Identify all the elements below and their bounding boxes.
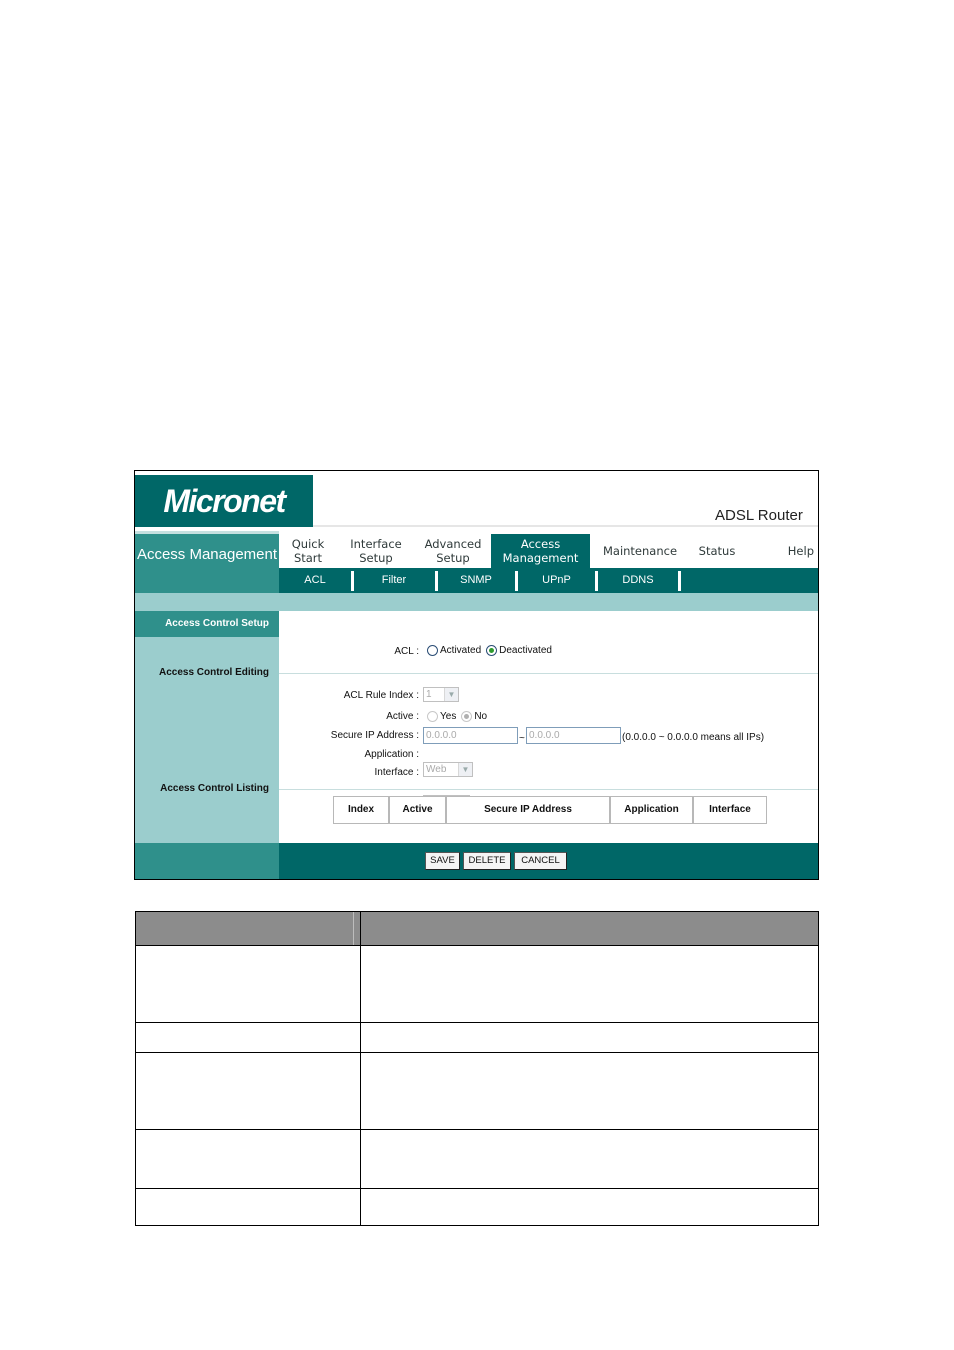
- table-row: [136, 1023, 819, 1053]
- nav-label: Access Management: [502, 537, 579, 565]
- description-table-header: [136, 912, 819, 946]
- main-nav: [279, 534, 819, 568]
- chevron-down-icon: ▼: [444, 688, 458, 701]
- left-column: [135, 611, 279, 843]
- rule-index-value: 1: [426, 689, 432, 700]
- access-control-setup-heading: Access Control Setup: [135, 611, 279, 637]
- table-cell: [361, 946, 819, 1023]
- nav-maintenance[interactable]: [590, 534, 690, 568]
- table-cell: [136, 1053, 361, 1130]
- active-yes-radio[interactable]: [427, 711, 438, 722]
- acl-label: ACL :: [394, 646, 419, 657]
- active-yes-label: Yes: [440, 711, 457, 722]
- description-table: [135, 911, 819, 1226]
- micronet-logo: Micronet: [135, 475, 313, 527]
- table-cell: [136, 946, 361, 1023]
- application-select[interactable]: [423, 762, 473, 777]
- table-row: [136, 1189, 819, 1226]
- subnav-acl[interactable]: ACL: [304, 574, 326, 586]
- subnav-separator: [678, 571, 681, 591]
- section-title: [135, 531, 279, 593]
- nav-quick-start[interactable]: [279, 534, 337, 568]
- table-row: [136, 1053, 819, 1130]
- acl-deactivated-radio[interactable]: [486, 645, 497, 656]
- rule-index-select[interactable]: [423, 687, 459, 702]
- nav-label: Interface Setup: [350, 537, 402, 565]
- nav-label: Status: [698, 544, 736, 558]
- spacer-strip: [135, 593, 819, 611]
- table-row: [136, 946, 819, 1023]
- nav-help[interactable]: [744, 534, 819, 568]
- delete-button[interactable]: DELETE: [463, 852, 511, 870]
- sub-nav: [279, 568, 819, 593]
- interface-label: Interface :: [374, 767, 419, 778]
- nav-label: Quick Start: [291, 537, 325, 565]
- nav-label: Advanced Setup: [424, 537, 482, 565]
- cancel-button[interactable]: CANCEL: [514, 852, 567, 870]
- acl-radio-group: [427, 645, 552, 656]
- active-label: Active :: [386, 711, 419, 722]
- table-row: [136, 1130, 819, 1189]
- acl-activated-label: Activated: [440, 645, 482, 656]
- active-no-label: No: [474, 711, 488, 722]
- application-label: Application :: [364, 749, 419, 760]
- nav-advanced-setup[interactable]: [415, 534, 491, 568]
- access-control-editing-label: Access Control Editing: [158, 667, 269, 678]
- listing-header-secure-ip: Secure IP Address: [446, 796, 610, 824]
- secure-ip-end-input[interactable]: 0.0.0.0: [526, 727, 621, 744]
- table-cell: [361, 1130, 819, 1189]
- header-divider: [313, 525, 819, 527]
- table-cell: [361, 1189, 819, 1226]
- table-cell: [136, 1023, 361, 1053]
- header-cell-1: [136, 912, 361, 946]
- nav-interface-setup[interactable]: [337, 534, 415, 568]
- secure-ip-start-input[interactable]: 0.0.0.0: [423, 727, 518, 744]
- listing-header-index: Index: [333, 796, 389, 824]
- acl-activated-radio[interactable]: [427, 645, 438, 656]
- nav-access-management[interactable]: [491, 534, 590, 568]
- ip-range-note: (0.0.0.0 ~ 0.0.0.0 means all IPs): [622, 732, 765, 743]
- table-cell: [361, 1053, 819, 1130]
- subnav-ddns[interactable]: DDNS: [622, 574, 654, 586]
- header-cell-2: [361, 912, 819, 946]
- subnav-snmp[interactable]: SNMP: [460, 574, 492, 586]
- table-cell: [361, 1023, 819, 1053]
- chevron-down-icon: ▼: [458, 763, 472, 776]
- product-name: ADSL Router: [715, 507, 803, 524]
- active-no-radio[interactable]: [461, 711, 472, 722]
- subnav-filter[interactable]: Filter: [381, 574, 407, 586]
- acl-deactivated-label: Deactivated: [499, 645, 552, 656]
- rule-index-label: ACL Rule Index :: [343, 690, 419, 701]
- header-cell-divider: [136, 912, 354, 945]
- secure-ip-label: Secure IP Address :: [330, 730, 419, 741]
- section-divider: [279, 673, 819, 674]
- section-title-text: Access Management: [136, 546, 278, 563]
- table-cell: [136, 1130, 361, 1189]
- nav-label: Maintenance: [602, 544, 678, 558]
- listing-header-interface: Interface: [693, 796, 767, 824]
- active-radio-group: [427, 711, 487, 722]
- subnav-upnp[interactable]: UPnP: [542, 574, 571, 586]
- listing-header-application: Application: [610, 796, 693, 824]
- access-control-listing-label: Access Control Listing: [160, 783, 269, 794]
- table-cell: [136, 1189, 361, 1226]
- save-button[interactable]: SAVE: [425, 852, 460, 870]
- section-divider: [279, 789, 819, 790]
- ip-range-tilde: ~: [519, 733, 525, 744]
- nav-status[interactable]: [690, 534, 744, 568]
- nav-label: Help: [787, 544, 814, 558]
- footer-left: [135, 843, 279, 880]
- listing-header-active: Active: [389, 796, 446, 824]
- application-value: Web: [426, 764, 447, 775]
- router-screenshot: [134, 470, 819, 880]
